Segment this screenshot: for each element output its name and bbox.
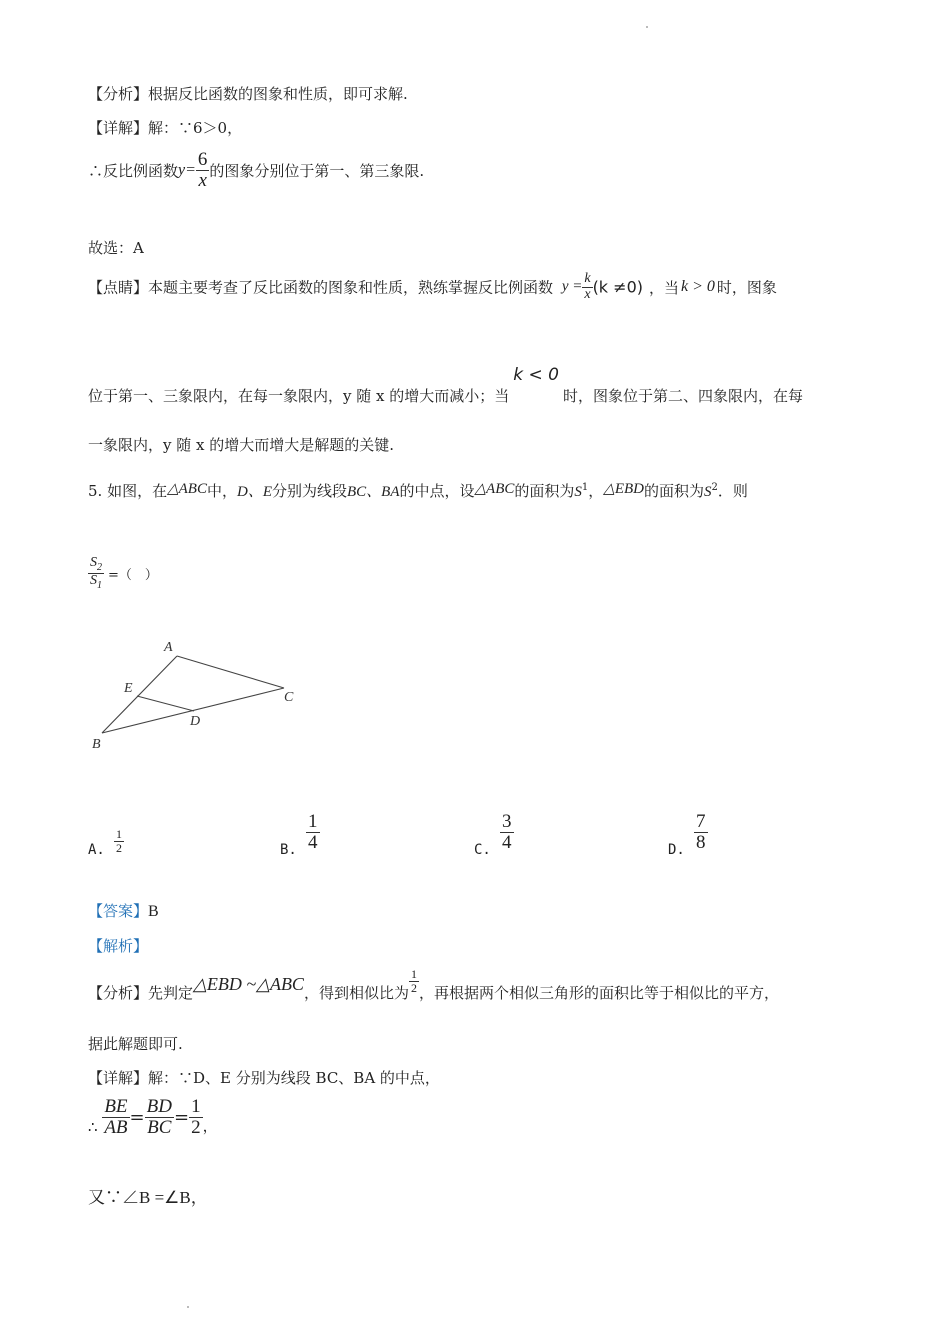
eq-tail: ， (202, 1116, 218, 1135)
edge-ab (102, 656, 177, 733)
comment-formula-den: x (584, 286, 591, 302)
explain-tag: 【解析】 (88, 937, 149, 955)
comment-formula-y: y = (561, 278, 583, 295)
comment-when1: ，当 (648, 278, 679, 297)
eq-f1-den: AB (104, 1116, 128, 1138)
q5-mid3: 的中点，设 (399, 482, 475, 500)
eq-frac-2 (145, 1097, 174, 1138)
analysis2-line-1 (88, 967, 779, 1002)
analysis-line (88, 83, 408, 104)
func-fraction (196, 150, 210, 191)
comment-formula-num: k (584, 271, 591, 286)
label-a: A (164, 640, 173, 655)
option-d-num: 7 (696, 811, 706, 832)
option-d-letter: D. (668, 842, 685, 858)
top-mark (646, 26, 648, 28)
analysis2-similar: △EBD ~△ABC (193, 974, 304, 994)
eq-frac-1 (102, 1097, 129, 1138)
q5-mid2: 分别为线段 (271, 482, 347, 500)
func-num: 6 (197, 149, 208, 170)
answer-tag: 【答案】 (88, 902, 149, 920)
option-d-den: 8 (696, 831, 706, 853)
q5-ratio (88, 556, 158, 592)
answer-line (88, 900, 159, 921)
answer-value: B (148, 903, 159, 920)
comment-line-1 (88, 272, 777, 302)
detail2-tag: 【详解】 (88, 1069, 149, 1087)
comment-line-3: 一象限内，y 随 x 的增大而增大是解题的关键. (88, 436, 395, 454)
comment-line2-b: 时，图象位于第二、四象限内，在每 (562, 387, 803, 405)
option-b-num: 1 (308, 811, 318, 832)
q5-ratio-frac (88, 556, 104, 592)
eq-f3-num: 1 (191, 1096, 201, 1117)
analysis2-line-2: 据此解题即可. (88, 1035, 183, 1053)
also-line: 又∵∠B =∠B， (88, 1188, 208, 1207)
option-b-frac (306, 812, 320, 853)
func-den: x (198, 169, 207, 191)
option-b-den: 4 (308, 831, 318, 853)
comment-text: 本题主要考查了反比函数的图象和性质，熟练掌握反比例函数 (148, 278, 554, 297)
ratio-equation (88, 1097, 218, 1138)
question-5-stem (88, 480, 748, 501)
option-b-letter: B. (280, 842, 297, 858)
q5-tri1: △ABC (167, 481, 207, 497)
segment-ed (137, 696, 194, 711)
q5-s2-sup: 2 (711, 482, 718, 493)
analysis2-ratio-den: 2 (410, 980, 417, 995)
option-c-den: 4 (502, 831, 512, 853)
label-c: C (284, 690, 294, 705)
q5-end: ．则 (717, 482, 748, 500)
eq-f3-den: 2 (191, 1116, 201, 1138)
option-a-num: 1 (116, 827, 122, 841)
q5-mid1: 中， (206, 482, 237, 500)
comment-formula-cond: (k ≠0) (592, 277, 643, 297)
option-a-frac (114, 828, 124, 854)
detail2-line (88, 1067, 440, 1088)
label-e: E (124, 681, 133, 696)
eq-frac-3 (189, 1097, 203, 1138)
q5-de: D、E (236, 484, 272, 500)
comment-cond2: k < 0 (513, 365, 559, 385)
q5-comma: ， (588, 482, 604, 500)
q5-seg: BC、BA (347, 484, 400, 500)
bottom-mark (187, 1306, 189, 1308)
option-a-letter: A. (88, 842, 105, 858)
q5-s2: S (704, 484, 712, 500)
comment-rest1: 时，图象 (716, 278, 777, 297)
comment-cond1: k > 0 (681, 278, 715, 296)
eq-sign-1: = (129, 1106, 145, 1128)
comment-line2-a: 位于第一、三象限内，在每一象限内，y 随 x 的增大而减小；当 (88, 387, 510, 405)
eq-therefore: ∴ (88, 1118, 98, 1137)
edge-ac (177, 656, 284, 688)
detail-line (88, 117, 242, 138)
comment-line-2 (88, 364, 803, 405)
analysis2-a: 先判定 (148, 984, 194, 1002)
analysis-text: 根据反比函数的图象和性质，即可求解. (148, 85, 408, 103)
analysis2-tag: 【分析】 (88, 984, 149, 1002)
q5-intro: 5. 如图，在 (88, 482, 168, 500)
analysis2-c: ，再根据两个相似三角形的面积比等于相似比的平方， (418, 984, 779, 1002)
q5-s1-sup: 1 (581, 482, 589, 493)
func-y: y= (178, 161, 196, 179)
q5-tri3: △EBD (603, 481, 644, 497)
eq-sign-2: = (173, 1106, 190, 1128)
detail-text: 解：∵6＞0， (148, 119, 243, 137)
q5-ratio-num: $S_2$ (90, 555, 102, 573)
therefore-line (88, 150, 424, 191)
comment-formula (562, 272, 643, 302)
option-c-num: 3 (502, 811, 512, 832)
q5-mid5: 的面积为 (644, 482, 705, 500)
comment-tag: 【点睛】 (88, 278, 149, 297)
q5-mid4: 的面积为 (514, 482, 575, 500)
q5-ratio-tail: =（ ） (108, 568, 158, 584)
therefore-suffix: 的图象分别位于第一、第三象限. (209, 161, 425, 180)
analysis2-ratio (409, 968, 419, 994)
q5-tri2: △ABC (474, 481, 515, 497)
therefore-prefix: ∴反比例函数 (88, 161, 179, 180)
option-c-frac (500, 812, 514, 853)
option-c-letter: C. (474, 842, 491, 858)
label-d: D (190, 714, 201, 729)
eq-f2-num: BD (146, 1096, 172, 1117)
q5-s1: S (574, 484, 582, 500)
label-b: B (92, 737, 101, 752)
analysis-tag: 【分析】 (88, 85, 149, 103)
q5-ratio-den: $S_1$ (90, 573, 102, 592)
analysis2-ratio-num: 1 (410, 967, 417, 981)
option-d-frac (694, 812, 708, 853)
detail-tag: 【详解】 (88, 119, 149, 137)
option-a-den: 2 (116, 840, 122, 855)
comment-formula-frac (582, 272, 592, 302)
choice-line: 故选：A (88, 239, 144, 257)
eq-f1-num: BE (104, 1096, 128, 1117)
analysis2-b: ，得到相似比为 (303, 984, 409, 1002)
detail2-text: 解：∵D、E 分别为线段 BC、BA 的中点， (148, 1069, 440, 1087)
triangle-figure (80, 630, 320, 760)
eq-f2-den: BC (147, 1116, 172, 1138)
